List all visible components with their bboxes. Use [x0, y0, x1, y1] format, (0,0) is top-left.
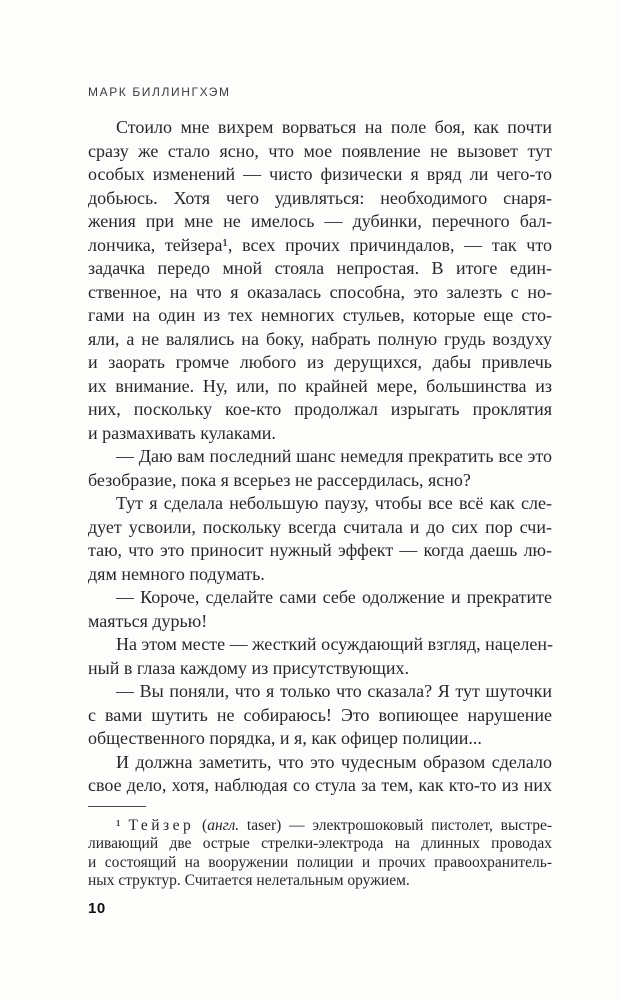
body-text [88, 116, 552, 798]
text-line: маяться дурью! [88, 610, 208, 631]
text-line: них, поскольку кое-кто продолжал изрыгать проклятия [88, 399, 552, 419]
text-line: безобразие, пока я всерьез не рассердилась, ясно? [88, 469, 471, 490]
text-line: яли, а не валялись на боку, набрать полную грудь воздуху [88, 328, 552, 349]
text-line: ливающий две острые стрелки-электрода на длинных проводах [88, 835, 552, 853]
text-line: Тут я сделала небольшую паузу, чтобы все всё как сле- [116, 493, 552, 513]
text-line: — Даю вам последний шанс немедля прекратить все это [116, 446, 552, 466]
text-line: и размахивать кулаками. [88, 422, 276, 443]
text-line: — Вы поняли, что я только что сказала? Я тут шуточки [116, 681, 552, 701]
text-line: с вами шутить не собираюсь! Это вопиющее нарушение [88, 704, 552, 725]
text-line: дям немного подумать. [88, 563, 265, 584]
footnote-text [88, 817, 552, 891]
text-line: и состоящий на вооружении полиции и прочих правоохранитель- [88, 853, 552, 871]
text-line: ¹ Тейзер (англ. taser) — электрошоковый пистолет, выстре- [116, 817, 552, 834]
footnote-divider [88, 806, 146, 807]
text-line: гами на один из тех немногих стульев, которые еще сто- [88, 305, 552, 325]
footnote-section [88, 806, 552, 891]
text-line: их внимание. Ну, или, по крайней мере, большинства из [88, 375, 552, 396]
text-line: дует усвоили, поскольку всегда считала и до сих пор счи- [88, 516, 552, 537]
text-line: Стоило мне вихрем ворваться на поле боя, как почти [116, 117, 552, 137]
text-line: — Короче, сделайте сами себе одолжение и прекратите [116, 587, 552, 607]
text-line: общественного порядка, и я, как офицер полиции... [88, 728, 482, 748]
page-number: 10 [88, 900, 106, 917]
text-line: ственное, на что я оказалась способна, это залезть с но- [88, 281, 552, 302]
text-line: таю, что это приносит нужный эффект — когда даешь лю- [88, 540, 552, 560]
text-line: ных структур. Считается нелетальным оружием. [88, 872, 410, 890]
running-header-author: МАРК БИЛЛИНГХЭМ [88, 85, 231, 99]
text-line: добьюсь. Хотя чего удивляться: необходимого снаря- [88, 187, 552, 208]
text-line: И должна заметить, что это чудесным образом сделало [116, 751, 552, 772]
text-line: задачка передо мной стояла непростая. В итоге един- [88, 258, 552, 278]
text-line: На этом месте — жесткий осуждающий взгляд, нацелен- [116, 634, 554, 654]
text-line: жения при мне не имелось — дубинки, перечного бал- [88, 211, 552, 231]
text-line: и заорать громче любого из дерущихся, дабы привлечь [88, 352, 552, 372]
text-line: свое дело, хотя, наблюдая со стула за тем, как кто-то из них [88, 775, 552, 795]
text-line: особых изменений — чисто физически я вряд ли чего-то [88, 164, 552, 184]
text-line: лончика, тейзера¹, всех прочих причиндалов, — так что [88, 234, 552, 255]
text-line: сразу же стало ясно, что мое появление не вызовет тут [88, 140, 552, 161]
text-line: ный в глаза каждому из присутствующих. [88, 657, 410, 678]
